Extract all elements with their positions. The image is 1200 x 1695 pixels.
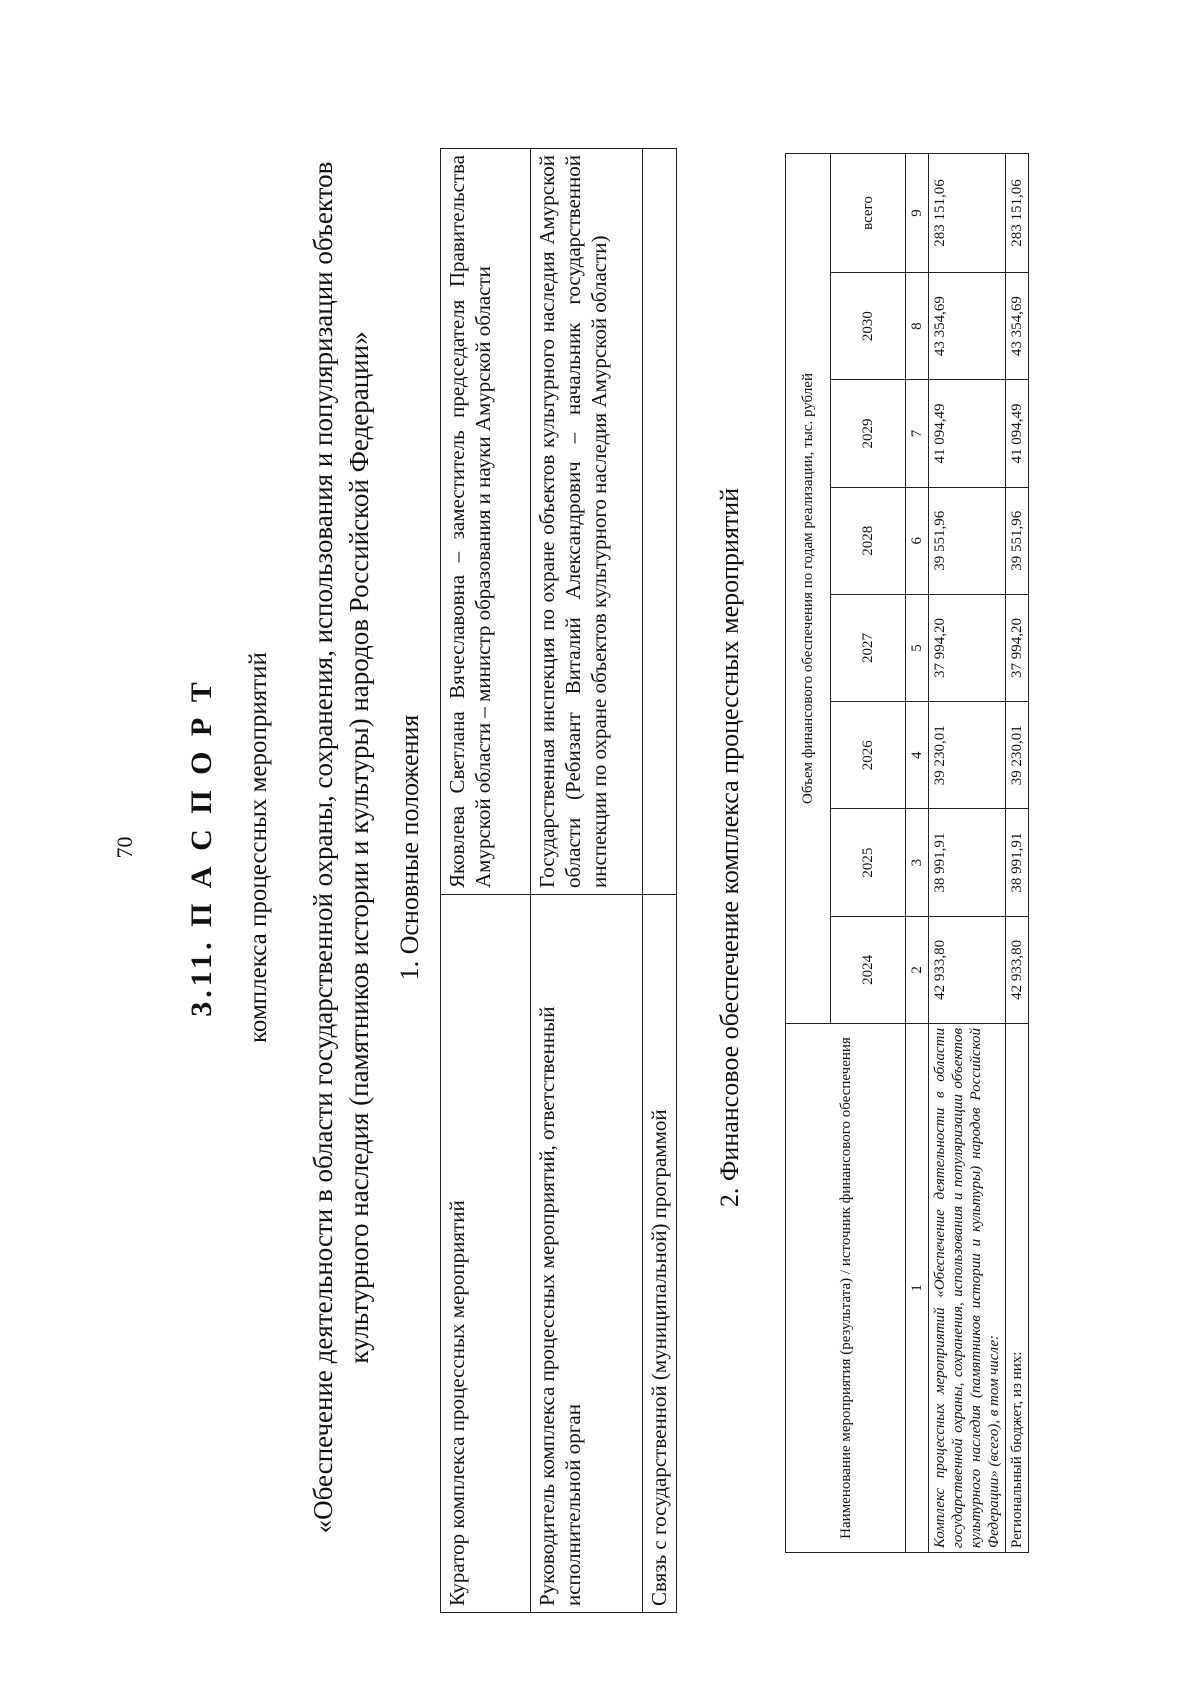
table-row — [1006, 154, 1029, 1553]
table-row — [441, 149, 531, 1613]
table-row — [929, 154, 1006, 1553]
row-name: Комплекс процессных мероприятий «Обеспечение деятельности в области государственной охраны, сохранения, использования и популяризации объектов культурного наследия (памятников истории и культуры) народов Российской Федерации» (всего), в том числе: — [929, 1024, 1006, 1553]
year-header: 2025 — [831, 809, 906, 916]
volume-header: Объем финансового обеспечения по годам реализации, тыс. рублей — [786, 154, 831, 1024]
column-number: 2 — [906, 916, 929, 1023]
section-2-heading: 2. Финансовое обеспечение комплекса процессных мероприятий — [715, 487, 744, 1208]
year-header: 2030 — [831, 273, 906, 380]
column-number: 8 — [906, 273, 929, 380]
year-header: 2029 — [831, 380, 906, 487]
cell-value: 38 991,91 — [929, 809, 1006, 916]
table-header-row — [786, 154, 831, 1553]
cell-value: 41 094,49 — [1006, 380, 1029, 487]
cell-value: 39 551,96 — [1006, 487, 1029, 594]
year-header: 2027 — [831, 594, 906, 701]
page-title: 3.11. П А С П О Р Т — [185, 678, 218, 1017]
row-label: Руководитель комплекса процессных мероприятий, ответственный исполнительной орган — [531, 895, 643, 1613]
row-name: Региональный бюджет, из них: — [1006, 1024, 1029, 1553]
column-number: 7 — [906, 380, 929, 487]
column-number: 9 — [906, 154, 929, 273]
column-number: 6 — [906, 487, 929, 594]
cell-value: 42 933,80 — [1006, 916, 1029, 1023]
page-number: 70 — [112, 836, 137, 859]
year-header: 2028 — [831, 487, 906, 594]
basic-provisions-table — [440, 148, 677, 1613]
column-number-row — [906, 154, 929, 1553]
cell-value: 42 933,80 — [929, 916, 1006, 1023]
year-header: 2024 — [831, 916, 906, 1023]
cell-value: 39 230,01 — [929, 702, 1006, 809]
cell-value: 37 994,20 — [929, 594, 1006, 701]
row-value: Государственная инспекция по охране объектов культурного наследия Амурской области (Ребизант Виталий Александрович – начальник государственной инспекции по охране объектов культурного наследия Амурской области) — [531, 149, 643, 895]
year-header: 2026 — [831, 702, 906, 809]
cell-value: 39 230,01 — [1006, 702, 1029, 809]
cell-value: 37 994,20 — [1006, 594, 1029, 701]
section-1-heading: 1. Основные положения — [395, 714, 424, 981]
col-name-header: Наименование мероприятия (результата) / источник финансового обеспечения — [786, 1024, 906, 1553]
row-label: Связь с государственной (муниципальной) программой — [643, 895, 677, 1613]
row-label: Куратор комплекса процессных мероприятий — [441, 895, 531, 1613]
cell-value: 283 151,06 — [929, 154, 1006, 273]
cell-value: 43 354,69 — [1006, 273, 1029, 380]
column-number: 5 — [906, 594, 929, 701]
table-row — [531, 149, 643, 1613]
cell-value: 41 094,49 — [929, 380, 1006, 487]
row-value: Яковлева Светлана Вячеславовна – заместитель председателя Правительства Амурской области – министр образования и науки Амурской области — [441, 149, 531, 895]
finance-table — [785, 153, 1029, 1553]
program-name: «Обеспечение деятельности в области государственной охраны, сохранения, использования и популяризации объектов культурного наследия (памятников истории и культуры) народов Российской Федерации» — [308, 161, 374, 1534]
page-subtitle: комплекса процессных мероприятий — [245, 652, 272, 1043]
year-header: всего — [831, 154, 906, 273]
cell-value: 38 991,91 — [1006, 809, 1029, 916]
table-row — [643, 149, 677, 1613]
cell-value: 43 354,69 — [929, 273, 1006, 380]
column-number: 4 — [906, 702, 929, 809]
row-value — [643, 149, 677, 895]
cell-value: 283 151,06 — [1006, 154, 1029, 273]
cell-value: 39 551,96 — [929, 487, 1006, 594]
column-number: 3 — [906, 809, 929, 916]
column-number: 1 — [906, 1024, 929, 1553]
